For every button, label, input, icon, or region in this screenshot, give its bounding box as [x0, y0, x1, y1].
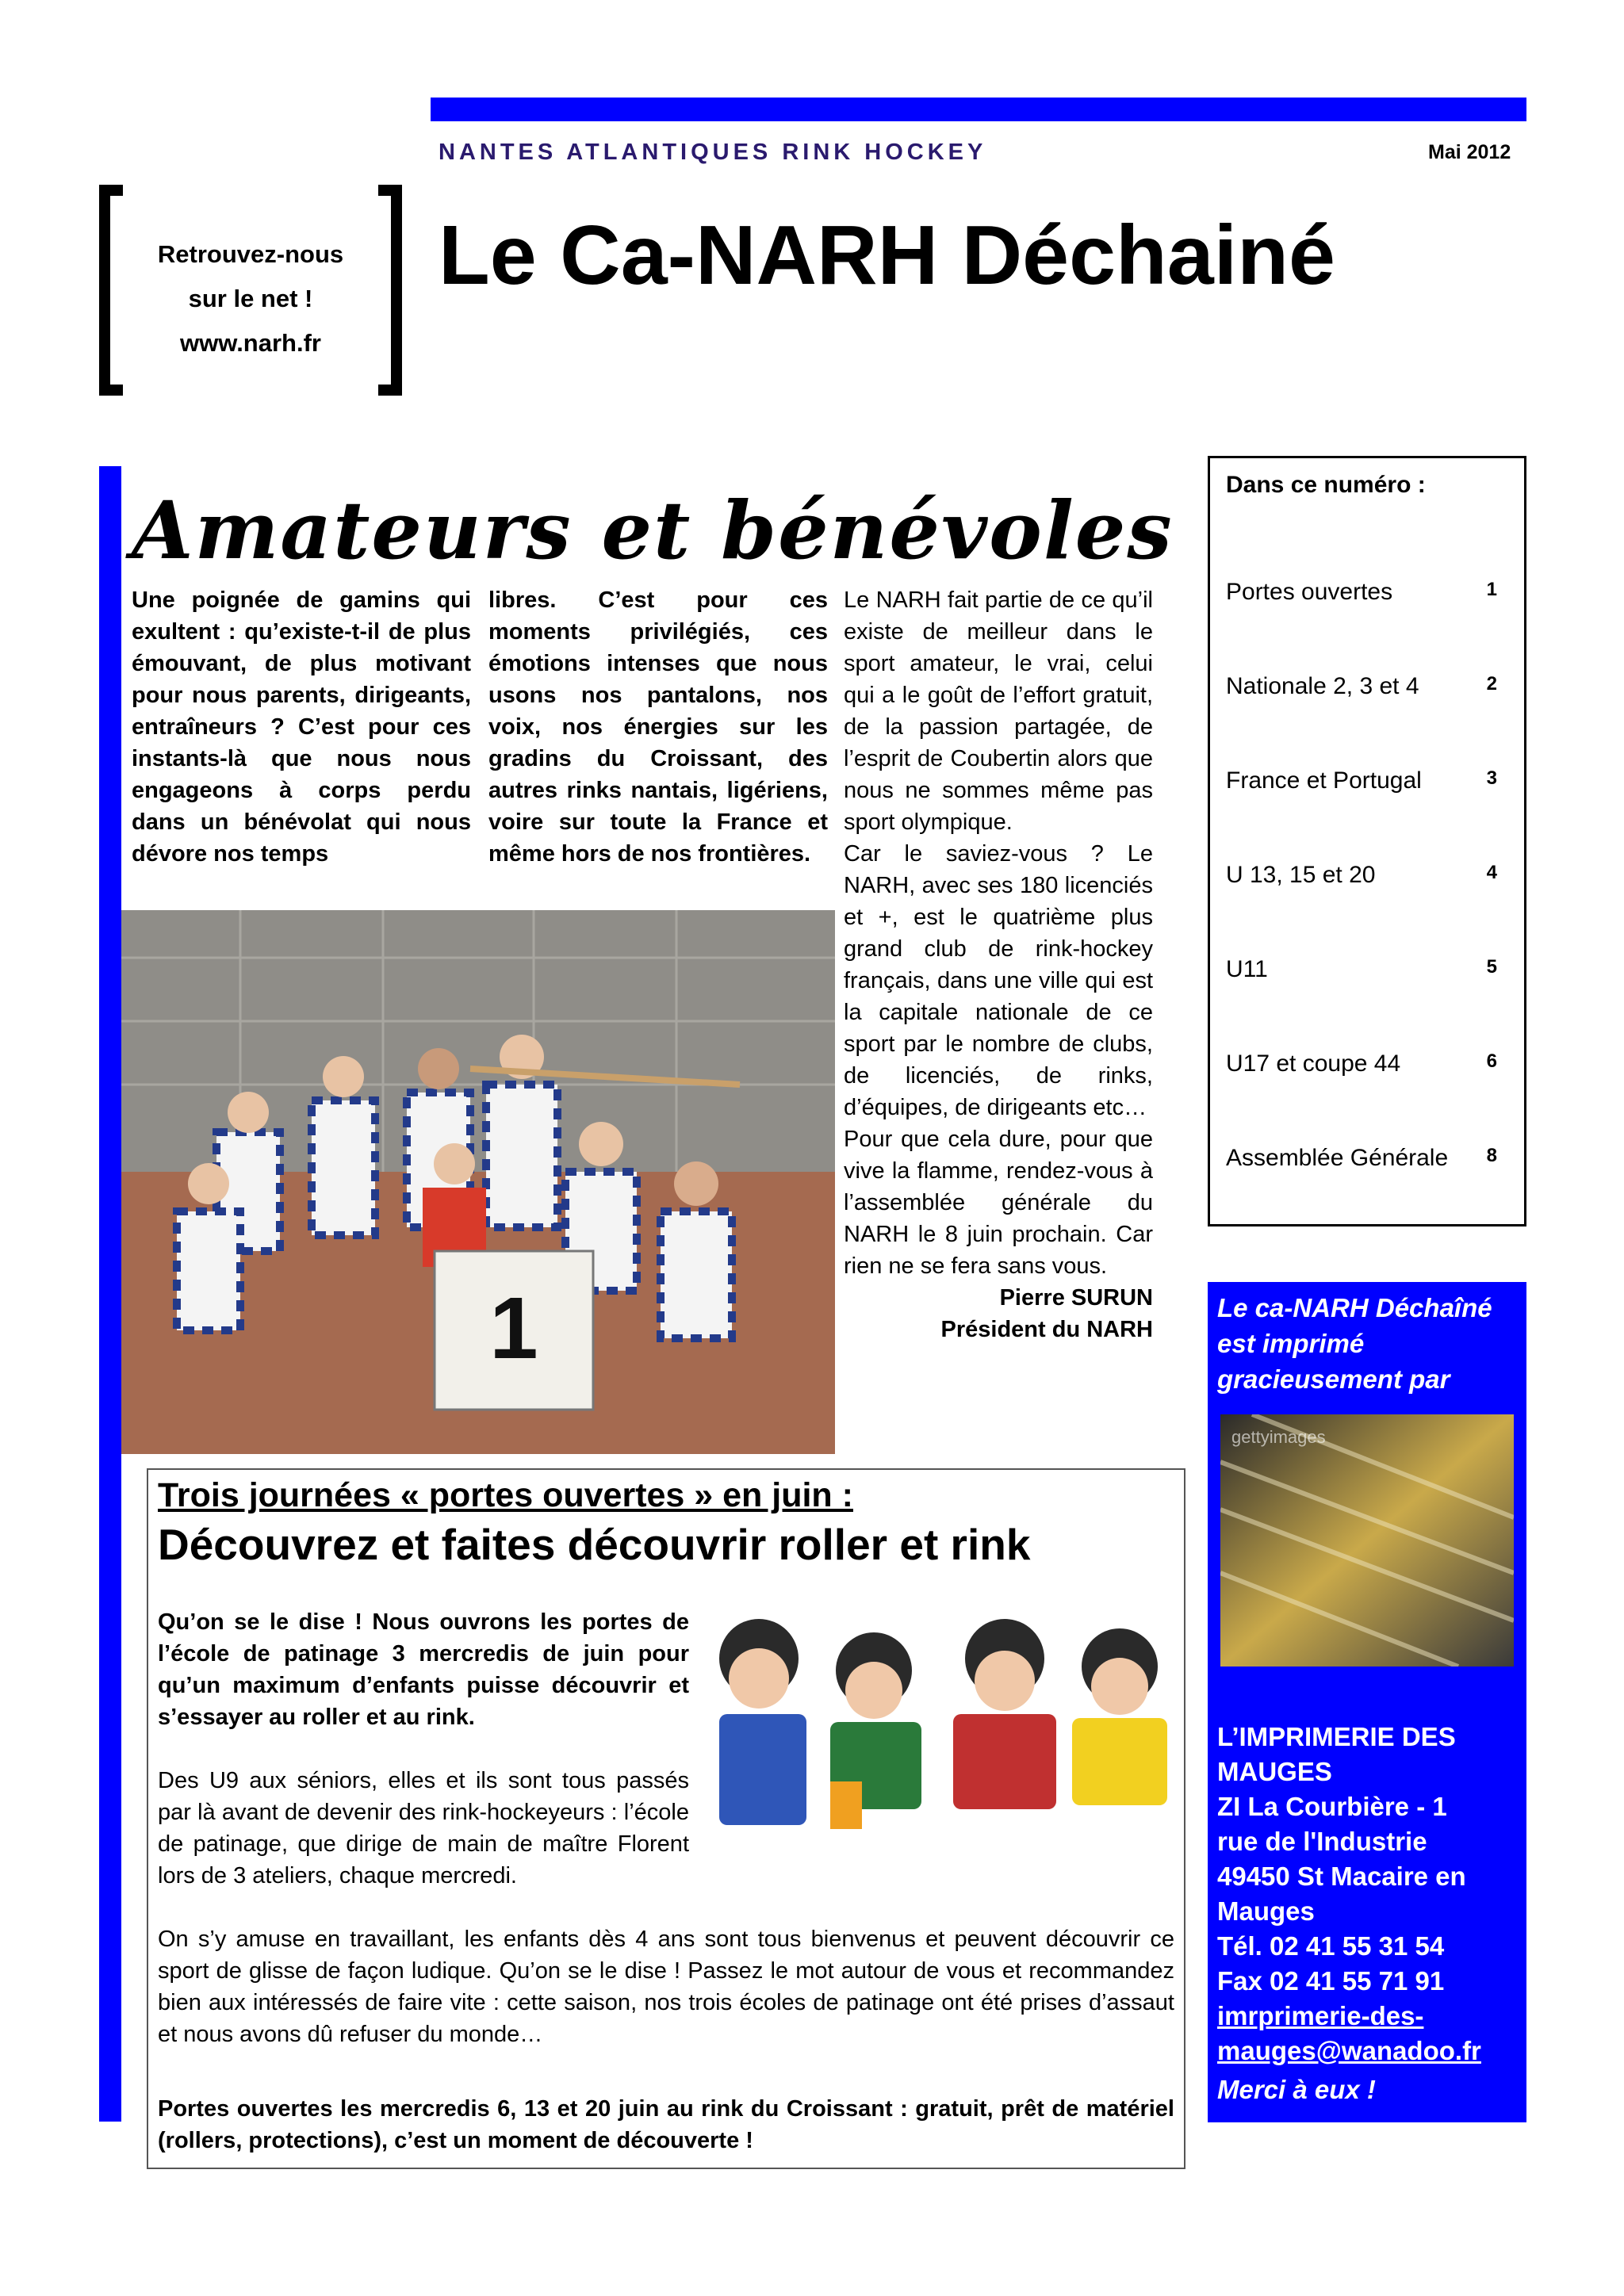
team-photo	[121, 910, 835, 1454]
toc-item-label: Nationale 2, 3 et 4	[1226, 673, 1419, 699]
sponsor-intro	[1217, 1290, 1492, 1397]
open-days-paragraph: On s’y amuse en travaillant, les enfants dès 4 ans sont tous bienvenus et peuvent découvrir ce sport de glisse de façon ludique. Qu’on se le dise ! Passez le mot autour de vous et recommandez bien aux intéressés de faire vite : cette saison, nos trois écoles de patinage ont été prises d’assaut et nous avons dû refuser du monde…	[158, 1927, 1174, 2047]
sponsor-address: ZI La Courbière - 1	[1217, 1792, 1447, 1821]
sponsor-name: L’IMPRIMERIE DES	[1217, 1722, 1456, 1751]
open-days-paragraph: Qu’on se le dise ! Nous ouvrons les portes de l’école de patinage 3 mercredis de juin pour qu’un maximum d’enfants puisse découvrir et s’essayer au roller et au rink.	[158, 1609, 689, 1730]
sponsor-intro-line: Le ca-NARH Déchaîné	[1217, 1293, 1492, 1322]
article-paragraph: Car le saviez-vous ? Le NARH, avec ses 180 licenciés et +, est le quatrième plus grand club de rink-hockey français, dans une ville qui est la capitale nationale de ce sport par le nombre de clubs, de licenciés, de rinks, d’équipes, de dirigeants etc…	[844, 841, 1153, 1120]
article-headline: Amateurs et bénévoles	[132, 484, 1174, 577]
kids-photo	[703, 1603, 1176, 1833]
toc-item-label: U 13, 15 et 20	[1226, 862, 1376, 888]
toc-item-page: 6	[1486, 1050, 1497, 1072]
newsletter-title: Le Ca-NARH Déchainé	[439, 209, 1335, 302]
toc-item[interactable]	[1226, 956, 1511, 983]
toc-item[interactable]	[1226, 1145, 1511, 1172]
sponsor-phone: Tél. 02 41 55 31 54	[1217, 1931, 1445, 1961]
open-days-subtitle: Trois journées « portes ouvertes » en juin :	[158, 1476, 853, 1514]
sponsor-fax: Fax 02 41 55 71 91	[1217, 1966, 1445, 1996]
article-column-1: Une poignée de gamins qui exultent : qu’existe-t-il de plus émouvant, de plus motivant pour nous parents, dirigeants, entraîneurs ? C’est pour ces instants-là que nous nous engageons à corps perdu dans un bénévolat qui nous dévore nos temps	[132, 587, 471, 867]
open-days-schedule: Portes ouvertes les mercredis 6, 13 et 20 juin au rink du Croissant : gratuit, prêt de matériel (rollers, protections), c’est un moment de découverte !	[158, 2096, 1174, 2153]
toc-item-label: Assemblée Générale	[1226, 1145, 1449, 1171]
podium-number: 1	[489, 1280, 538, 1377]
open-days-paragraph: Des U9 aux séniors, elles et ils sont tous passés par là avant de devenir des rink-hockeyeurs : l’école de patinage, que dirige de main de maître Florent lors de 3 ateliers, chaque mercredi.	[158, 1768, 689, 1888]
signature-role: Président du NARH	[940, 1317, 1153, 1342]
article-column-2: libres. C’est pour ces moments privilégiés, ces émotions intenses que nous usons nos pantalons, nos voix, nos énergies sur les gradins du Croissant, des autres rinks nantais, ligériens, voire sur toute la France et même hors de nos frontières.	[488, 587, 828, 867]
printing-press-illustration	[1220, 1414, 1514, 1667]
sponsor-address: 49450 St Macaire en	[1217, 1862, 1466, 1891]
sponsor-email-link[interactable]: mauges@wanadoo.fr	[1217, 2036, 1481, 2065]
sponsor-box	[1208, 1282, 1526, 2122]
article-paragraph: Pour que cela dure, pour que vive la flamme, rendez-vous à l’assemblée générale du NARH le 8 juin prochain. Car rien ne se fera sans vous.	[844, 1127, 1153, 1279]
web-line-2: sur le net !	[188, 285, 313, 312]
right-bracket	[378, 185, 402, 396]
signature-name: Pierre SURUN	[999, 1285, 1153, 1311]
toc-heading: Dans ce numéro :	[1226, 472, 1426, 498]
image-watermark: gettyimages	[1231, 1427, 1326, 1447]
sponsor-thanks: Merci à eux !	[1217, 2075, 1376, 2104]
left-bracket	[99, 185, 123, 396]
toc-item[interactable]	[1226, 579, 1511, 606]
toc-item-page: 3	[1486, 767, 1497, 789]
sponsor-address: Mauges	[1217, 1896, 1315, 1926]
table-of-contents	[1208, 456, 1526, 1226]
open-days-box	[147, 1468, 1185, 2169]
team-photo-illustration	[121, 910, 835, 1454]
sponsor-name: MAUGES	[1217, 1757, 1332, 1786]
left-accent-bar	[99, 466, 121, 2122]
printing-press-image	[1220, 1414, 1514, 1667]
sponsor-address: rue de l'Industrie	[1217, 1827, 1427, 1856]
kids-photo-illustration	[703, 1603, 1176, 1833]
article-column-3	[844, 584, 1153, 1345]
club-name: NANTES ATLANTIQUES RINK HOCKEY	[439, 140, 987, 165]
toc-item-page: 1	[1486, 579, 1497, 600]
toc-item[interactable]	[1226, 673, 1511, 700]
toc-item-page: 5	[1486, 956, 1497, 978]
header-accent-bar	[431, 98, 1526, 121]
website-link[interactable]: www.narh.fr	[180, 329, 321, 357]
sponsor-info	[1217, 1720, 1481, 2068]
sponsor-intro-line: gracieusement par	[1217, 1364, 1450, 1394]
toc-item-page: 2	[1486, 673, 1497, 695]
web-line-1: Retrouvez-nous	[157, 240, 344, 268]
toc-item-page: 8	[1486, 1145, 1497, 1166]
toc-item[interactable]	[1226, 767, 1511, 794]
toc-item-label: France et Portugal	[1226, 767, 1422, 794]
website-callout	[99, 185, 402, 396]
toc-item[interactable]	[1226, 862, 1511, 889]
toc-item-label: Portes ouvertes	[1226, 579, 1393, 605]
toc-item-page: 4	[1486, 862, 1497, 883]
article-paragraph: Le NARH fait partie de ce qu’il existe de meilleur dans le sport amateur, le vrai, celui qui a le goût de l’effort gratuit, de la passion partagée, de l’esprit de Coubertin alors que nous ne sommes même pas sport olympique.	[844, 587, 1153, 835]
sponsor-intro-line: est imprimé	[1217, 1329, 1365, 1358]
toc-item-label: U11	[1226, 956, 1268, 982]
issue-date: Mai 2012	[1428, 141, 1511, 163]
sponsor-email-link[interactable]: imrprimerie-des-	[1217, 2001, 1424, 2030]
toc-item[interactable]	[1226, 1050, 1511, 1077]
open-days-title: Découvrez et faites découvrir roller et rink	[158, 1520, 1031, 1569]
toc-item-label: U17 et coupe 44	[1226, 1050, 1401, 1077]
